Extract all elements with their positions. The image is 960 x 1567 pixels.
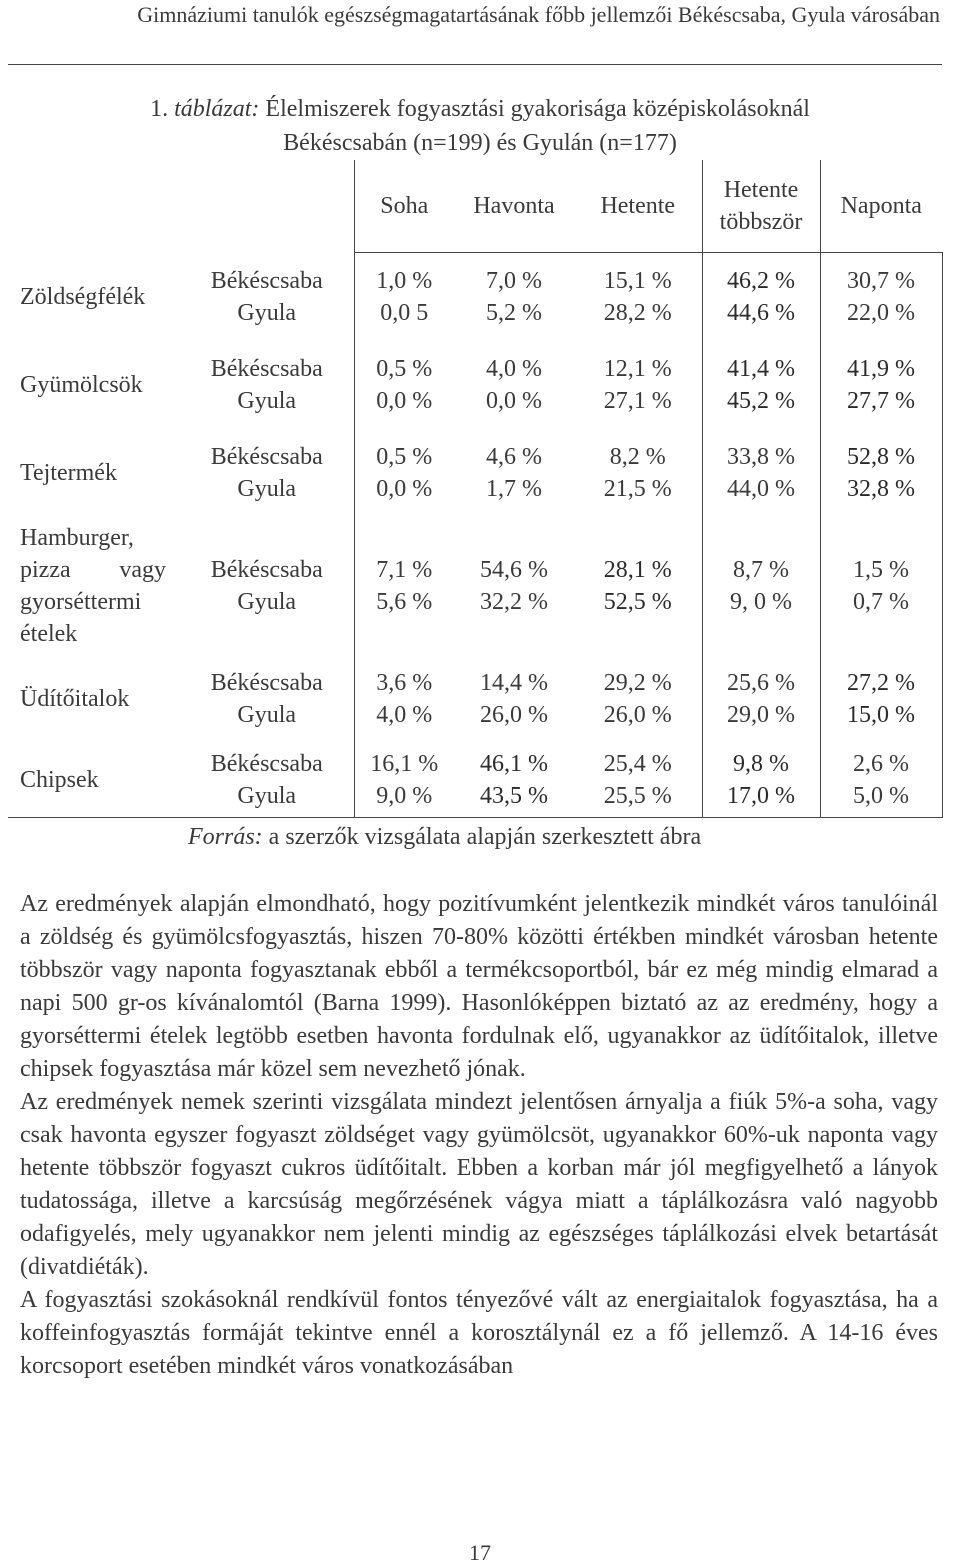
value: 52,5 % — [603, 589, 672, 615]
value-cell — [454, 253, 574, 342]
value: 29,0 % — [727, 702, 795, 728]
city-name: Békéscsaba — [210, 444, 323, 470]
header-blank — [180, 160, 354, 253]
row-category: Chipsek — [8, 743, 180, 818]
value-cell — [454, 743, 574, 818]
value: 25,5 % — [603, 783, 672, 809]
value: 44,6 % — [727, 300, 795, 326]
paragraph: Az eredmények alapján elmondható, hogy pozitívumként jelentkezik mindkét város tanulóinál a zöldség és gyümölcsfogyasztás, hiszen 70-80% közötti értékben mindkét városban hetente többször vagy naponta fogyasztanak ebből a termékcsoportból, bár ez még mindig elmarad a napi 500 gr-os kívánalomtól (Barna 1999). Hasonlóképpen biztató az az eredmény, hogy a gyorséttermi ételek legtöbb esetben havonta fordulnak elő, ugyanakkor az üdítőitalok, illetve chipsek fogyasztása már közel sem nevezhető jónak. — [20, 891, 938, 1082]
paragraph: A fogyasztási szokásoknál rendkívül fontos tényezővé vált az energiaitalok fogyasztása, ha a koffeinfogyasztás formáját tekintve ennél a korosztálynál ez a fő jellemző. A 14-16 éves korcsoport esetében mindkét város vonatkozásában — [20, 1287, 938, 1379]
value: 1,5 % — [853, 557, 909, 583]
table-row — [8, 429, 942, 517]
value-cell — [574, 517, 702, 655]
body-text — [20, 888, 938, 1383]
row-category: Zöldségfélék — [20, 283, 146, 310]
row-cities — [180, 655, 354, 743]
value-cell — [702, 655, 820, 743]
value: 27,7 % — [847, 388, 915, 414]
value: 27,1 % — [603, 388, 672, 414]
value-cell — [820, 429, 942, 517]
value: 27,2 % — [847, 670, 915, 696]
value: 25,6 % — [727, 670, 795, 696]
value: 5,2 % — [486, 300, 542, 326]
value: 5,6 % — [376, 589, 433, 615]
caption-title-1: Élelmiszerek fogyasztási gyakorisága középiskolásoknál — [265, 96, 810, 122]
value: 4,6 % — [486, 444, 542, 470]
value: 9,0 % — [376, 783, 433, 809]
value: 0,0 % — [376, 388, 433, 414]
table-row — [8, 253, 942, 342]
value-cell — [354, 517, 454, 655]
paragraph: Az eredmények nemek szerinti vizsgálata mindezt jelentősen árnyalja a fiúk 5%-a soha, vagy csak havonta egyszer fogyaszt zöldséget vagy gyümölcsöt, ugyanakkor 60%-uk naponta vagy hetente többször fogyaszt cukros üdítőitalt. Ebben a korban már jól megfigyelhető a lányok tudatossága, illetve a karcsúság megőrzésének vágya miatt a táplálkozásra való nagyobb odafigyelés, mely ugyanakkor nem jelenti mindig az egészséges táplálkozási elvek betartását (divatdiéták). — [20, 1089, 938, 1280]
value: 4,0 % — [376, 702, 433, 728]
table-source — [188, 821, 701, 853]
value: 4,0 % — [486, 356, 542, 382]
city-name: Gyula — [237, 702, 297, 728]
table-header-row — [8, 160, 942, 253]
value: 41,9 % — [847, 356, 915, 382]
value-cell — [820, 655, 942, 743]
header-blank — [8, 160, 180, 253]
row-cities — [180, 743, 354, 818]
table-row — [8, 517, 942, 655]
value: 28,1 % — [603, 557, 672, 583]
city-name: Békéscsaba — [210, 267, 323, 294]
value-cell — [820, 743, 942, 818]
value: 25,4 % — [603, 751, 672, 777]
caption-title-2: Békéscsabán (n=199) és Gyulán (n=177) — [283, 130, 677, 156]
value: 8,7 % — [733, 557, 789, 583]
value: 1,7 % — [486, 476, 542, 502]
column-header: Soha — [354, 160, 454, 253]
value-cell — [454, 655, 574, 743]
city-name: Gyula — [237, 476, 297, 502]
value: 8,2 % — [609, 444, 666, 470]
city-name: Békéscsaba — [210, 751, 323, 777]
value-cell — [354, 341, 454, 429]
value: 32,2 % — [480, 589, 548, 615]
value-cell — [702, 253, 820, 342]
value-cell — [820, 517, 942, 655]
value: 28,2 % — [603, 300, 672, 326]
value: 0,5 % — [376, 356, 433, 382]
city-name: Békéscsaba — [210, 557, 323, 583]
row-category: Hamburger, pizza vagy gyorséttermi ételek — [20, 525, 166, 647]
value: 0,0 5 — [380, 300, 429, 326]
value: 22,0 % — [847, 300, 915, 326]
row-cities — [180, 517, 354, 655]
value: 15,1 % — [603, 268, 672, 294]
value: 26,0 % — [480, 702, 548, 728]
value: 46,2 % — [727, 268, 795, 294]
caption-line-1 — [20, 92, 940, 126]
row-category: Gyümölcsök — [20, 372, 143, 398]
value: 2,6 % — [853, 751, 909, 777]
value-cell — [574, 655, 702, 743]
value: 45,2 % — [727, 388, 795, 414]
value: 30,7 % — [847, 268, 915, 294]
value: 0,7 % — [853, 589, 909, 615]
page-number: 17 — [469, 1540, 491, 1565]
value: 54,6 % — [480, 557, 548, 583]
source-text: a szerzők vizsgálata alapján szerkesztett ábra — [268, 824, 702, 850]
value: 5,0 % — [853, 783, 909, 809]
value: 33,8 % — [727, 444, 795, 470]
value-cell — [574, 253, 702, 342]
value: 46,1 % — [480, 751, 548, 777]
source-label: Forrás: — [188, 824, 263, 850]
value-cell — [454, 517, 574, 655]
row-cities — [180, 253, 354, 342]
value: 26,0 % — [603, 702, 672, 728]
value: 3,6 % — [376, 670, 433, 696]
column-header: Hetente — [574, 160, 702, 253]
value-cell — [454, 341, 574, 429]
city-name: Békéscsaba — [210, 356, 323, 382]
value: 9, 0 % — [730, 589, 792, 615]
row-category: Tejtermék — [20, 460, 117, 486]
row-cities — [180, 429, 354, 517]
column-header: Naponta — [820, 160, 942, 253]
table-row — [8, 743, 942, 818]
value: 44,0 % — [727, 476, 795, 502]
value-cell — [354, 743, 454, 818]
value: 41,4 % — [727, 356, 795, 382]
city-name: Gyula — [237, 783, 297, 809]
value-cell — [354, 655, 454, 743]
column-header: Havonta — [454, 160, 574, 253]
city-name: Gyula — [237, 589, 297, 615]
value: 0,5 % — [376, 444, 433, 470]
value: 12,1 % — [603, 356, 672, 382]
caption-number: 1. — [150, 96, 169, 122]
value: 29,2 % — [603, 670, 672, 696]
value: 7,0 % — [486, 268, 542, 294]
value: 21,5 % — [603, 476, 672, 502]
value: 17,0 % — [727, 783, 795, 809]
value: 52,8 % — [847, 444, 915, 470]
value: 0,0 % — [376, 476, 433, 502]
value-cell — [820, 253, 942, 342]
value: 32,8 % — [847, 476, 915, 502]
value-cell — [574, 341, 702, 429]
value: 43,5 % — [480, 783, 548, 809]
table-caption — [20, 92, 940, 160]
table-row — [8, 341, 942, 429]
column-header: Hetente többször — [702, 160, 820, 253]
value-cell — [574, 743, 702, 818]
value-cell — [702, 429, 820, 517]
row-category: Üdítőitalok — [20, 686, 130, 712]
food-frequency-table — [8, 160, 943, 818]
value: 9,8 % — [733, 751, 789, 777]
city-name: Gyula — [237, 388, 297, 414]
value: 1,0 % — [376, 268, 433, 294]
value-cell — [354, 253, 454, 342]
value-cell — [702, 341, 820, 429]
value: 0,0 % — [486, 388, 542, 414]
value-cell — [354, 429, 454, 517]
city-name: Békéscsaba — [210, 670, 323, 696]
city-name: Gyula — [237, 299, 297, 326]
value-cell — [454, 429, 574, 517]
value-cell — [702, 517, 820, 655]
running-header: Gimnáziumi tanulók egészségmagatartásának főbb jellemzői Békéscsaba, Gyula városában — [137, 2, 940, 27]
value-cell — [702, 743, 820, 818]
value-cell — [820, 341, 942, 429]
value: 16,1 % — [370, 751, 439, 777]
value: 7,1 % — [376, 557, 433, 583]
value-cell — [574, 429, 702, 517]
value: 15,0 % — [847, 702, 915, 728]
caption-label: táblázat: — [174, 96, 260, 122]
table-row — [8, 655, 942, 743]
header-rule — [8, 64, 942, 65]
value: 14,4 % — [480, 670, 548, 696]
row-cities — [180, 341, 354, 429]
